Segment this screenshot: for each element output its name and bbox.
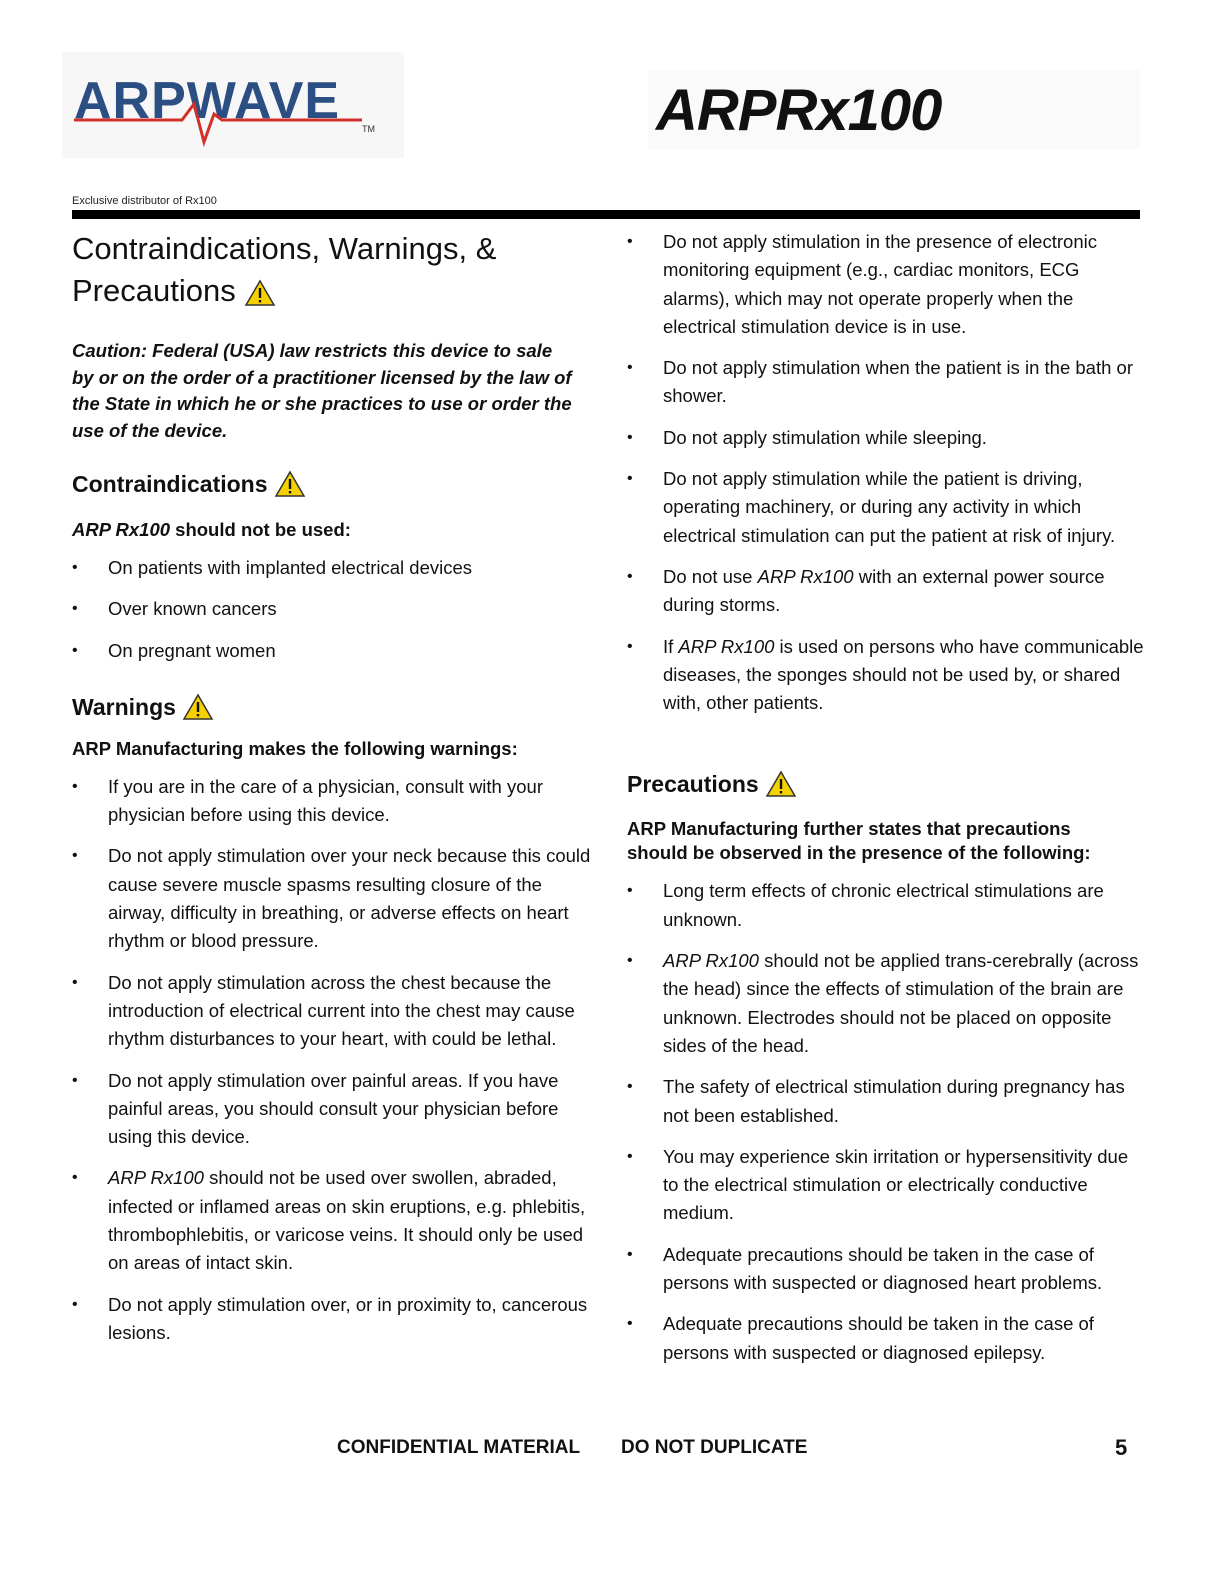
warning-triangle-icon: [274, 470, 306, 498]
product-name: ARP Rx100: [72, 519, 171, 540]
list-item: • Do not apply stimulation over painful areas. If you have painful areas, you should consult your physician before using this device.: [72, 1067, 592, 1152]
list-item: • Do not apply stimulation while the patient is driving, operating machinery, or during any activity in which electrical stimulation can put the patient at risk of injury.: [627, 465, 1147, 550]
precautions-intro: ARP Manufacturing further states that precautions should be observed in the presence of the following:: [627, 818, 1091, 864]
list-item: • Adequate precautions should be taken in the case of persons with suspected or diagnosed epilepsy.: [627, 1310, 1147, 1367]
warning-triangle-icon: [765, 770, 797, 798]
footer-confidential: CONFIDENTIAL MATERIAL: [337, 1437, 581, 1458]
arprx100-logo-text: ARPRx100: [656, 78, 942, 143]
warnings-heading: [72, 692, 592, 722]
page-number: 5: [1115, 1435, 1128, 1460]
arpwave-logo-graphic: [62, 52, 404, 158]
list-item: • Do not apply stimulation when the patient is in the bath or shower.: [627, 354, 1147, 411]
list-item: • If you are in the care of a physician, consult with your physician before using this device.: [72, 773, 592, 830]
arpwave-logo: [62, 52, 404, 158]
list-item-text: If: [663, 635, 679, 657]
list-item: • Do not apply stimulation over your neck because this could cause severe muscle spasms resulting closure of the airway, difficulty in breathing, or adverse effects on heart rhythm or blood pressure.: [72, 842, 592, 955]
page-title: [72, 228, 592, 312]
arprx100-logo: [648, 70, 1140, 150]
warnings-heading-text: Warnings: [72, 693, 176, 720]
list-item: • Adequate precautions should be taken in the case of persons with suspected or diagnosed heart problems.: [627, 1241, 1147, 1298]
contraindications-heading: [72, 469, 592, 499]
list-item: [627, 947, 1147, 1060]
warnings-intro: ARP Manufacturing makes the following warnings:: [72, 737, 518, 759]
product-name: ARP Rx100: [663, 950, 759, 972]
list-item-text: is used on persons who have communicable diseases, the sponges should not be used by, or shared with, other patients.: [663, 635, 1144, 714]
list-item: [72, 1164, 592, 1277]
trademark-text: TM: [362, 124, 375, 134]
warning-triangle-icon: [244, 279, 276, 307]
list-item: • You may experience skin irritation or hypersensitivity due to the electrical stimulation or electrically conductive medium.: [627, 1143, 1147, 1228]
precautions-list: [627, 877, 1147, 1366]
list-item: • Long term effects of chronic electrical stimulations are unknown.: [627, 877, 1147, 934]
list-item-text: should not be applied trans-cerebrally (across the head) since the effects of stimulation of the brain are unknown. Electrodes should not be placed on opposite sides of the head.: [663, 950, 1139, 1056]
warnings-list-continued: [627, 228, 1147, 717]
product-name: ARP Rx100: [678, 635, 775, 657]
caution-statement: Caution: Federal (USA) law restricts this device to sale by or on the order of a practitioner licensed by the law of the State in which he or she practices to use or order the use of the device.: [72, 340, 572, 441]
list-item: • Do not apply stimulation while sleeping.: [627, 424, 1147, 452]
list-item: • Do not apply stimulation in the presence of electronic monitoring equipment (e.g., cardiac monitors, ECG alarms), which may not operate properly when the electrical stimulation device is in use.: [627, 228, 1147, 341]
contraindications-heading-text: Contraindications: [72, 471, 268, 497]
list-item: • On patients with implanted electrical devices: [72, 554, 592, 582]
list-item: • Over known cancers: [72, 595, 592, 623]
arprx100-logo-graphic: [648, 70, 1140, 150]
list-item: [627, 633, 1147, 718]
list-item: • Do not apply stimulation across the chest because the introduction of electrical current into the chest may cause rhythm disturbances to your heart, with could be lethal.: [72, 969, 592, 1054]
contraindications-intro-text: should not be used:: [170, 519, 351, 540]
page-title-line2: Precautions: [72, 273, 236, 308]
header-rule: [72, 210, 1140, 219]
list-item-text: Do not use: [663, 565, 758, 587]
list-item: [627, 563, 1147, 620]
contraindications-intro: [72, 518, 592, 542]
list-item-text: with an external power source during storms.: [663, 565, 1105, 616]
product-name: ARP Rx100: [108, 1167, 204, 1189]
list-item: • Do not apply stimulation over, or in proximity to, cancerous lesions.: [72, 1291, 592, 1348]
precautions-heading: [627, 769, 1147, 799]
list-item-text: should not be used over swollen, abraded, infected or inflamed areas on skin eruptions, e.g. phlebitis, thrombophlebitis, or varicose veins. It should only be used on areas of intact skin.: [108, 1167, 586, 1274]
warning-triangle-icon: [182, 693, 214, 721]
page-title-line1: Contraindications, Warnings, &: [72, 231, 497, 266]
contraindications-list: [72, 554, 592, 665]
distributor-note: Exclusive distributor of Rx100: [72, 195, 217, 207]
precautions-heading-text: Precautions: [627, 771, 759, 798]
arpwave-logo-text: ARPWAVE: [74, 72, 341, 130]
product-name: ARP Rx100: [757, 565, 854, 587]
right-column: [627, 228, 1147, 1367]
list-item: • On pregnant women: [72, 637, 592, 665]
footer-do-not-duplicate: DO NOT DUPLICATE: [621, 1437, 808, 1458]
list-item: • The safety of electrical stimulation during pregnancy has not been established.: [627, 1073, 1147, 1130]
warnings-list: [72, 773, 592, 1347]
left-column: [72, 228, 592, 1347]
